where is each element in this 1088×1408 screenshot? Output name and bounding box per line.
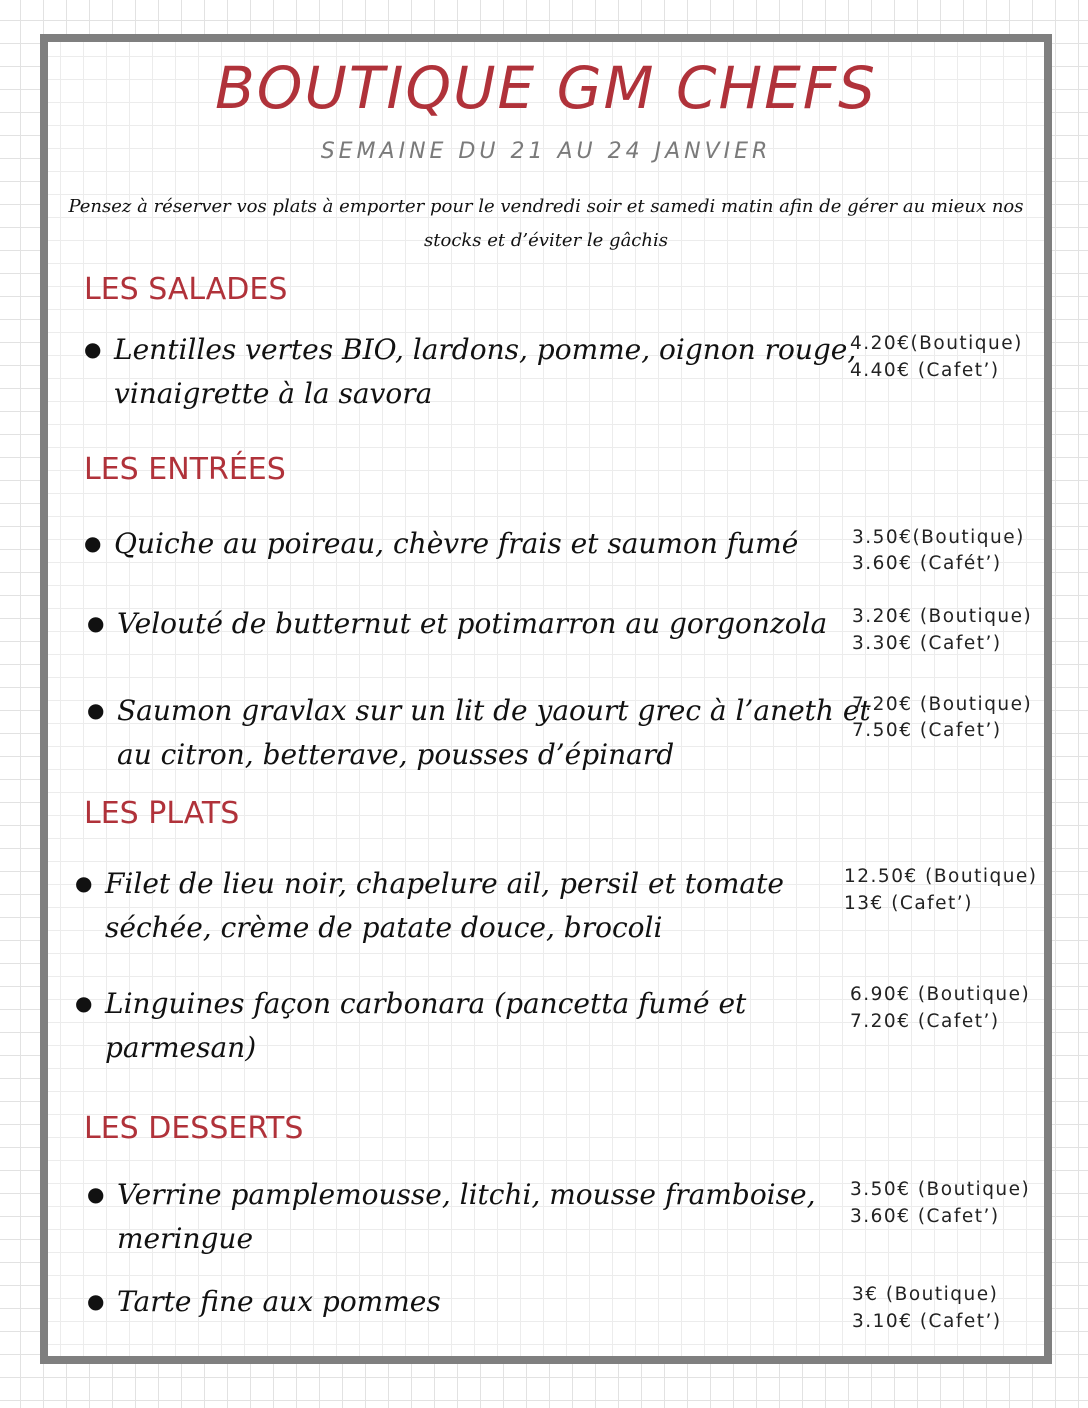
item-name-line2: parmesan) [105,1031,257,1064]
price-cafet: 13€ (Cafet’) [844,893,973,914]
reservation-note: Pensez à réserver vos plats à emporter pour le vendredi soir et samedi matin afin de gérer au mieux nos stocks et d’éviter le gâchis [68,196,1024,251]
item-name-line1: Verrine pamplemousse, litchi, mousse framboise, [117,1178,816,1211]
bullet-icon: ● [75,991,93,1015]
bullet-icon: ● [87,698,105,722]
price-cafet: 3.10€ (Cafet’) [852,1311,1002,1332]
item-name-line1: Tarte fine aux pommes [117,1285,441,1318]
price-cafet: 3.60€ (Cafet’) [850,1206,1000,1227]
bullet-icon: ● [75,871,93,895]
price-boutique: 3.20€ (Boutique) [852,606,1033,627]
menu-card [40,34,1052,1364]
page-title: BOUTIQUE GM CHEFS [215,54,877,122]
section-title-plats: LES PLATS [84,796,240,831]
price-cafet: 3.30€ (Cafet’) [852,633,1002,654]
bullet-icon: ● [87,611,105,635]
price-boutique: 4.20€(Boutique) [850,333,1023,354]
price-boutique: 3€ (Boutique) [852,1284,999,1305]
bullet-icon: ● [87,1289,105,1313]
price-boutique: 3.50€ (Boutique) [850,1179,1031,1200]
price-boutique: 6.90€ (Boutique) [850,984,1031,1005]
section-title-salades: LES SALADES [84,272,288,307]
price-boutique: 12.50€ (Boutique) [844,866,1038,887]
bullet-icon: ● [84,531,102,555]
item-name-line1: Quiche au poireau, chèvre frais et saumon fumé [114,527,799,560]
price-cafet: 7.50€ (Cafet’) [852,720,1002,741]
bullet-icon: ● [87,1182,105,1206]
item-name-line2: au citron, betterave, pousses d’épinard [117,738,675,771]
price-cafet: 3.60€ (Cafét’) [852,553,1002,574]
price-boutique: 7.20€ (Boutique) [852,694,1033,715]
week-subtitle: SEMAINE DU 21 AU 24 JANVIER [320,139,772,164]
section-title-entrees: LES ENTRÉES [84,452,286,487]
section-title-desserts: LES DESSERTS [84,1111,304,1146]
item-name-line1: Linguines façon carbonara (pancetta fumé et [105,987,747,1020]
item-name-line1: Lentilles vertes BIO, lardons, pomme, oignon rouge, [114,333,857,366]
item-name-line1: Filet de lieu noir, chapelure ail, persil et tomate [105,867,784,900]
item-name-line2: meringue [117,1222,254,1255]
price-boutique: 3.50€(Boutique) [852,527,1025,548]
price-cafet: 4.40€ (Cafet’) [850,360,1000,381]
item-name-line1: Saumon gravlax sur un lit de yaourt grec à l’aneth et [117,694,871,727]
bullet-icon: ● [84,337,102,361]
item-name-line2: vinaigrette à la savora [114,377,433,410]
price-cafet: 7.20€ (Cafet’) [850,1011,1000,1032]
item-name-line2: séchée, crème de patate douce, brocoli [105,911,663,944]
item-name-line1: Velouté de butternut et potimarron au gorgonzola [117,607,828,640]
